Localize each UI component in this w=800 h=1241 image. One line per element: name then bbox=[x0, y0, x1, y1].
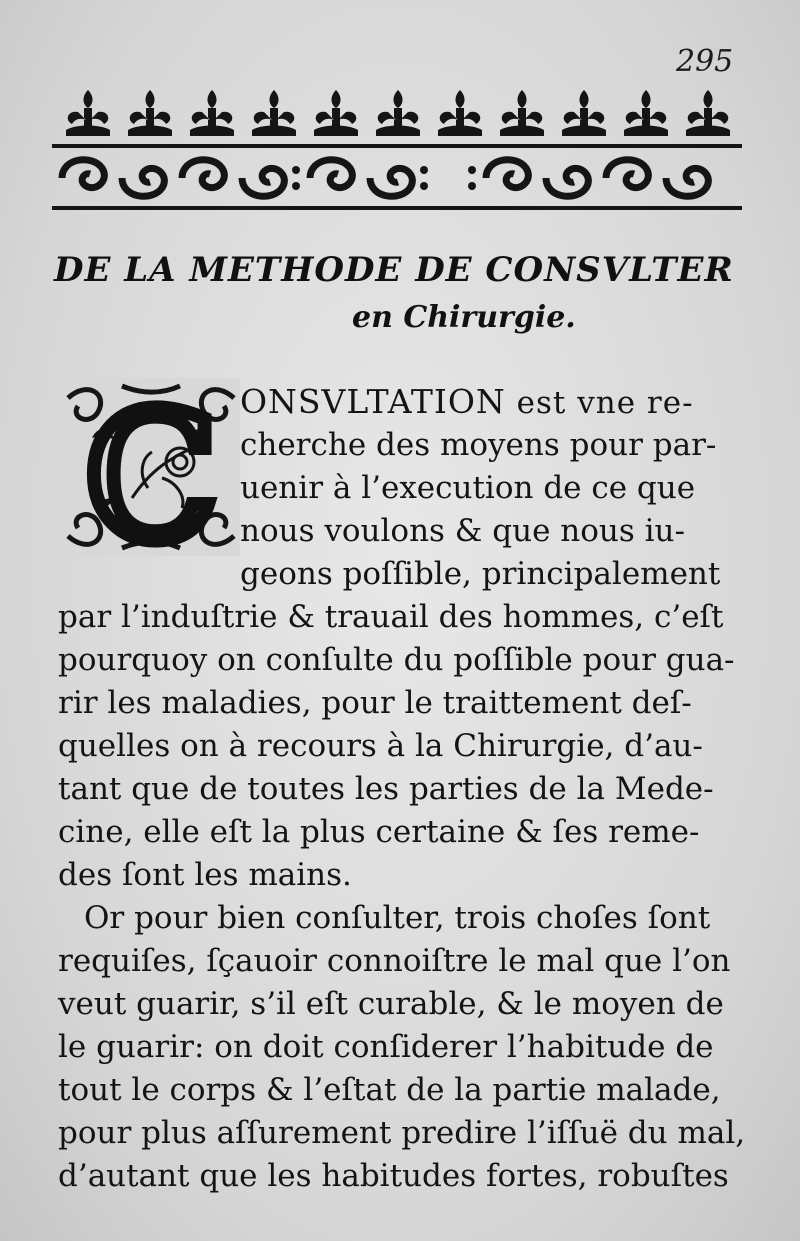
text-line: rir les maladies, pour le traittement deſ- bbox=[58, 685, 692, 721]
text-line: quelles on à recours à la Chirurgie, d’au- bbox=[58, 728, 703, 764]
scroll-band bbox=[52, 144, 742, 210]
text-line: veut guarir, s’il eſt curable, & le moyen de bbox=[58, 986, 724, 1022]
text-line: Or pour bien conſulter, trois choſes ſont bbox=[84, 900, 711, 936]
chapter-subheading: en Chirurgie. bbox=[352, 300, 576, 335]
fleuron-row bbox=[66, 90, 730, 136]
text-line: geons poſſible, principalement bbox=[240, 556, 721, 592]
text-line: le guarir: on doit conſiderer l’habitude de bbox=[58, 1029, 714, 1065]
text-line: d’autant que les habitudes fortes, robuſtes bbox=[58, 1158, 729, 1194]
text-line: uenir à l’execution de ce que bbox=[240, 470, 696, 506]
text-line: cherche des moyens pour par- bbox=[240, 427, 717, 463]
text-line: pour plus aſſurement predire l’iſſuë du mal, bbox=[58, 1115, 746, 1151]
text-line bbox=[240, 382, 694, 423]
dropcap-letter: C bbox=[84, 378, 219, 556]
text-line: des ſont les mains. bbox=[58, 857, 352, 893]
woodcut-ornament-band bbox=[52, 82, 742, 212]
text-line: pourquoy on conſulte du poſſible pour gua- bbox=[58, 642, 735, 678]
decorated-initial bbox=[62, 378, 240, 556]
first-line-rest: est vne re- bbox=[516, 385, 694, 421]
text-line: nous voulons & que nous iu- bbox=[240, 513, 685, 549]
chapter-heading: DE LA METHODE DE CONSVLTER bbox=[54, 250, 734, 290]
first-word: ONSVLTATION bbox=[240, 382, 506, 421]
text-line: requiſes, ſçauoir connoiſtre le mal que l’on bbox=[58, 943, 731, 979]
page-number: 295 bbox=[676, 44, 734, 79]
text-line: tant que de toutes les parties de la Mede- bbox=[58, 771, 714, 807]
text-line: par l’induſtrie & trauail des hommes, c’eſt bbox=[58, 599, 724, 635]
text-line: cine, elle eſt la plus certaine & ſes reme- bbox=[58, 814, 700, 850]
text-line: tout le corps & l’eſtat de la partie malade, bbox=[58, 1072, 721, 1108]
